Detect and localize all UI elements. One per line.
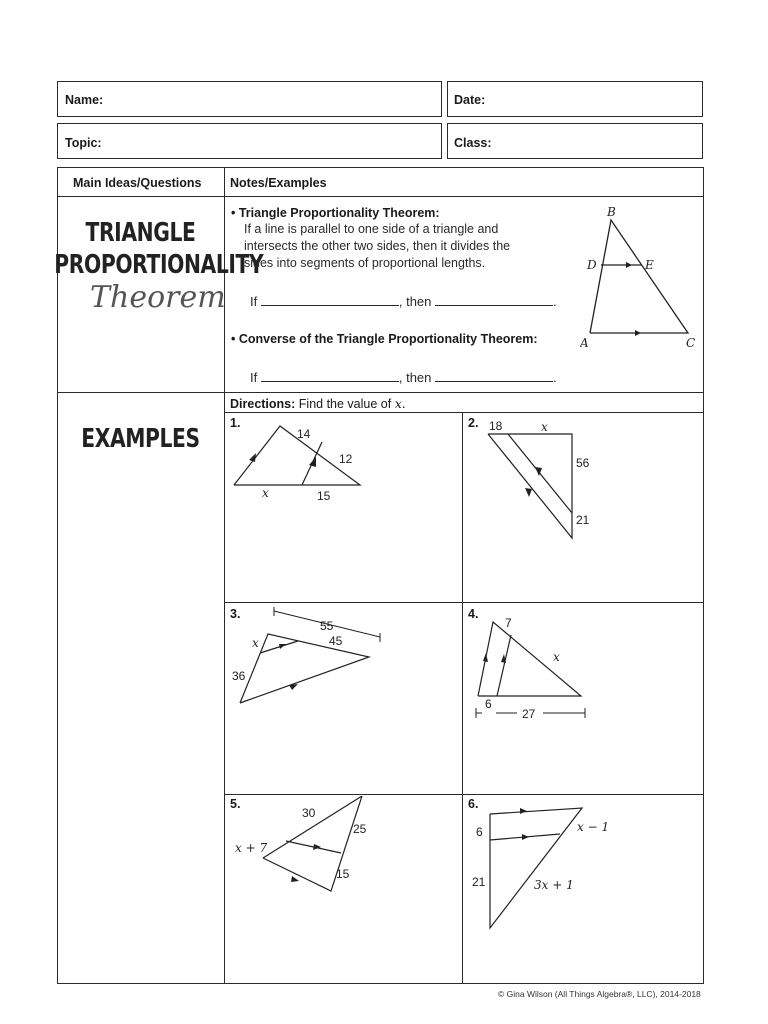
theorem-text-3: sides into segments of proportional lengths. <box>244 256 486 270</box>
problem-1-label-12: 12 <box>339 452 353 466</box>
class-label: Class: <box>454 136 492 150</box>
theorem-text-1: If a line is parallel to one side of a triangle and <box>244 222 499 236</box>
theorem-heading-text: Triangle Proportionality Theorem: <box>238 206 440 220</box>
if-label: If <box>250 294 258 309</box>
problem-1-diagram <box>228 418 378 513</box>
problem-1-number: 1. <box>230 416 241 430</box>
problem-6-number: 6. <box>468 797 479 811</box>
problem-3-label-55: 55 <box>320 619 334 633</box>
topic-label: Topic: <box>65 136 102 150</box>
problem-4-label-27: 27 <box>522 707 536 721</box>
theorem-text-2: intersects the other two sides, then it divides the <box>244 239 511 253</box>
problem-1-label-15: 15 <box>317 489 331 503</box>
converse-fill-in <box>250 370 557 385</box>
converse-then-blank[interactable] <box>435 371 553 382</box>
problem-2-label-18: 18 <box>489 419 503 433</box>
section-title-proportionality: PROPORTIONALITY <box>54 250 264 280</box>
theorem-fill-in <box>250 294 557 309</box>
section-title-triangle: TRIANGLE <box>85 218 196 248</box>
label-e: E <box>645 258 654 272</box>
label-b: B <box>607 205 616 219</box>
problem-5-number: 5. <box>230 797 241 811</box>
problem-2-label-21: 21 <box>576 513 590 527</box>
label-a: A <box>580 336 589 350</box>
problem-4-label-6: 6 <box>485 697 492 711</box>
directions-var: x. <box>394 396 406 411</box>
problem-3-number: 3. <box>230 607 241 621</box>
problem-6-diagram <box>470 800 620 935</box>
if-blank[interactable] <box>261 295 399 306</box>
directions-label: Directions: <box>230 397 296 411</box>
section-divider <box>57 392 704 393</box>
name-label: Name: <box>65 93 104 107</box>
date-label: Date: <box>454 93 486 107</box>
section-title-theorem: Theorem <box>90 280 226 315</box>
problem-3-label-x: x <box>252 636 259 650</box>
problem-5-label-30: 30 <box>302 806 316 820</box>
problem-6-label-3x1: 3x + 1 <box>534 878 574 892</box>
problem-6-label-6: 6 <box>476 825 483 839</box>
converse-if-label: If <box>250 370 258 385</box>
problem-1-label-x: x <box>262 486 269 500</box>
problem-3-label-45: 45 <box>329 634 343 648</box>
problem-1-label-14: 14 <box>297 427 311 441</box>
theorem-triangle-diagram <box>580 200 704 360</box>
name-box <box>57 81 442 117</box>
examples-row-divider-1 <box>224 602 704 603</box>
problem-5-diagram <box>228 796 378 906</box>
topic-box <box>57 123 442 159</box>
label-c: C <box>686 336 696 350</box>
then-blank[interactable] <box>435 295 553 306</box>
converse-period: . <box>553 370 557 385</box>
column-header-notes: Notes/Examples <box>230 176 327 190</box>
problem-5-label-25: 25 <box>353 822 367 836</box>
problem-4-diagram <box>470 610 600 725</box>
directions-text: Find the value of <box>298 397 392 411</box>
problem-2-label-x: x <box>541 420 548 434</box>
then-label: , then <box>398 294 432 309</box>
examples-mid-divider <box>462 412 463 984</box>
converse-heading-text: Converse of the Triangle Proportionality Theorem: <box>238 332 538 346</box>
problem-5-label-15: 15 <box>336 867 350 881</box>
theorem-heading: • Triangle Proportionality Theorem: <box>231 206 440 220</box>
problem-2-number: 2. <box>468 416 479 430</box>
converse-if-blank[interactable] <box>261 371 399 382</box>
date-box <box>447 81 703 117</box>
copyright-footer: © Gina Wilson (All Things Algebra®, LLC), 2014-2018 <box>498 989 701 999</box>
header-row-divider <box>57 196 704 197</box>
section-title-examples: EXAMPLES <box>81 424 200 454</box>
problem-3-diagram <box>228 606 388 716</box>
converse-then-label: , then <box>398 370 432 385</box>
problem-4-label-7: 7 <box>505 616 512 630</box>
problem-2-diagram <box>480 418 610 548</box>
problem-3-label-36: 36 <box>232 669 246 683</box>
problem-6-label-21: 21 <box>472 875 486 889</box>
period: . <box>553 294 557 309</box>
column-header-main-ideas: Main Ideas/Questions <box>73 176 202 190</box>
problem-5-label-x7: x + 7 <box>235 841 268 855</box>
label-d: D <box>587 258 597 272</box>
problem-2-label-56: 56 <box>576 456 590 470</box>
problem-4-number: 4. <box>468 607 479 621</box>
directions <box>230 396 406 411</box>
converse-heading: • Converse of the Triangle Proportionality Theorem: <box>231 332 538 346</box>
problem-4-label-x: x <box>553 650 560 664</box>
directions-divider <box>224 412 704 413</box>
problem-6-label-x-1: x − 1 <box>577 820 610 834</box>
